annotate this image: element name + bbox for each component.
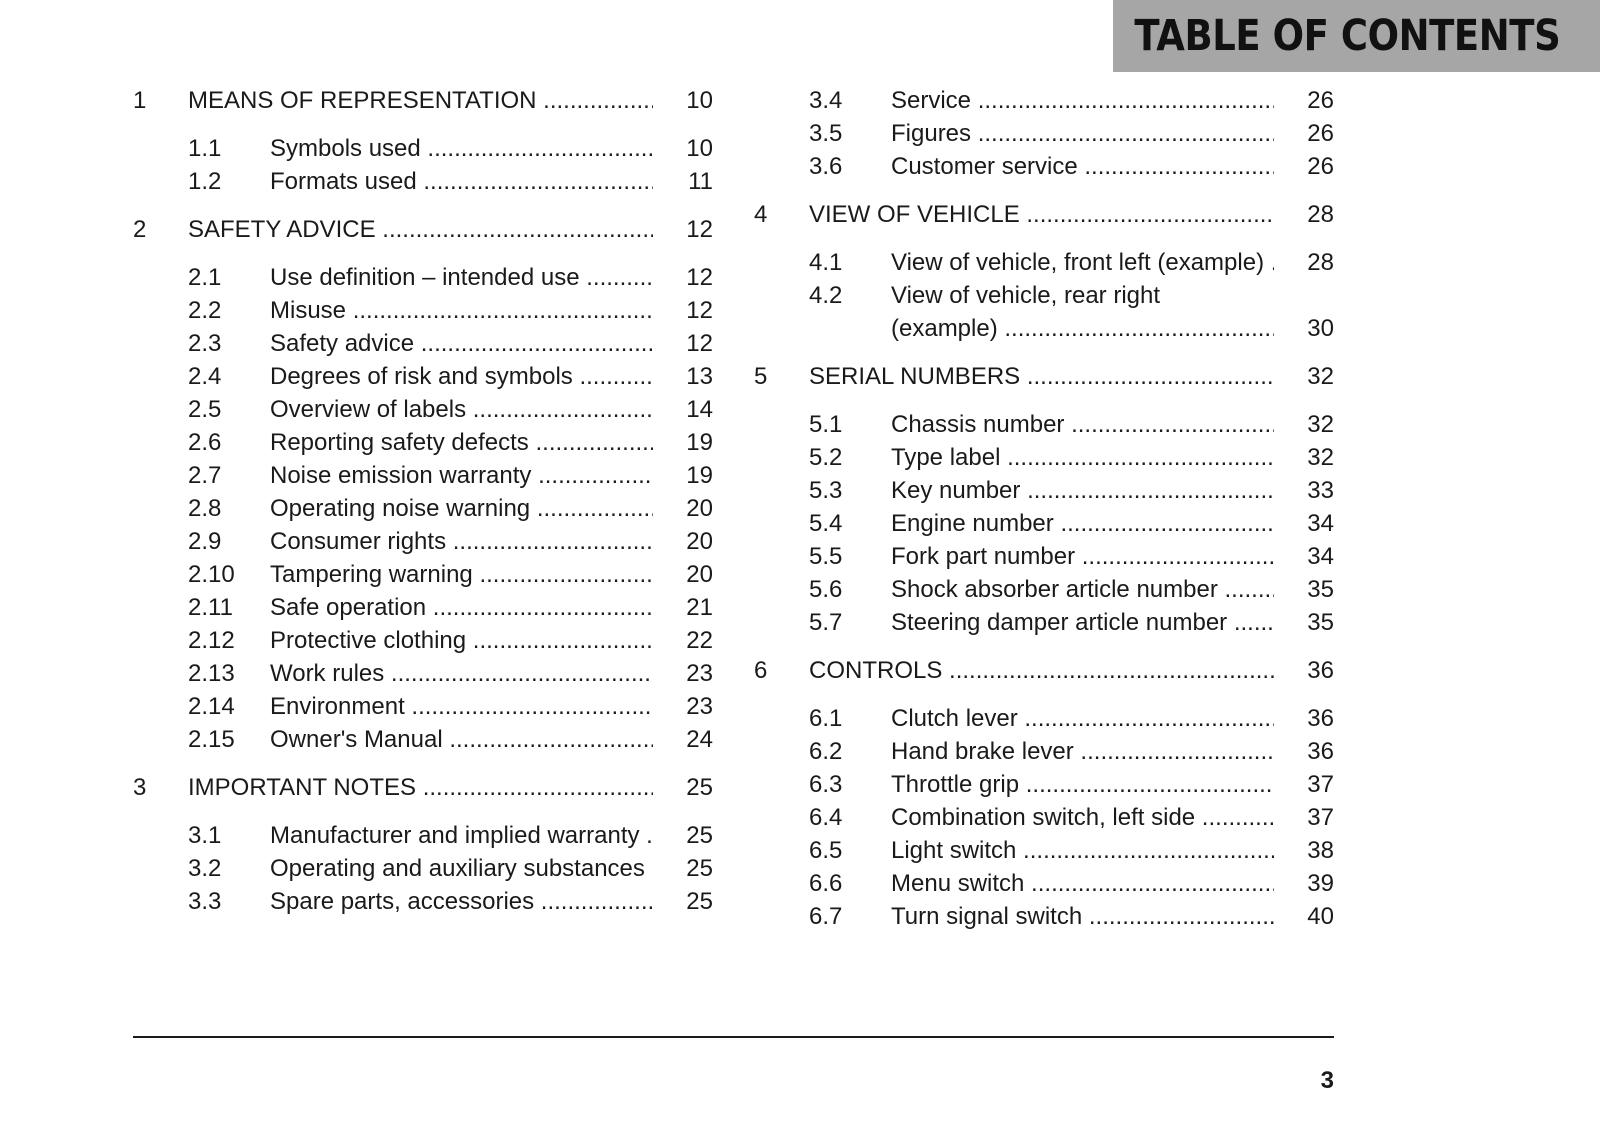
entry-page-number: 14 — [686, 396, 713, 423]
toc-section-entry[interactable] — [754, 801, 1334, 834]
entry-number: 5 — [754, 363, 768, 390]
entry-number: 2.10 — [188, 561, 235, 588]
entry-number: 6.4 — [809, 804, 843, 831]
entry-page-number: 12 — [686, 264, 713, 291]
entry-title: Key number ..... — [891, 474, 1274, 507]
toc-section-entry[interactable] — [754, 279, 1334, 345]
entry-title: Work rules ..... — [270, 657, 653, 690]
entry-number: 3.6 — [809, 153, 843, 180]
toc-section-entry[interactable] — [133, 360, 713, 393]
entry-number: 5.7 — [809, 609, 843, 636]
entry-title: Menu switch ..... — [891, 867, 1274, 900]
entry-title: Symbols used ..... — [270, 132, 653, 165]
entry-number: 5.1 — [809, 411, 843, 438]
entry-page-number: 19 — [686, 462, 713, 489]
toc-section-entry[interactable] — [133, 294, 713, 327]
entry-number: 4.2 — [809, 282, 843, 309]
entry-number: 6.1 — [809, 705, 843, 732]
entry-number: 1 — [133, 87, 147, 114]
entry-page-number: 25 — [686, 774, 713, 801]
toc-section-entry[interactable] — [754, 606, 1334, 639]
entry-page-number: 22 — [686, 627, 713, 654]
toc-section-entry[interactable] — [754, 441, 1334, 474]
entry-title: Throttle grip ..... — [891, 768, 1274, 801]
entry-number: 3.1 — [188, 822, 222, 849]
entry-title: Clutch lever ..... — [891, 702, 1274, 735]
entry-page-number: 32 — [1307, 444, 1334, 471]
toc-section-entry[interactable] — [133, 852, 713, 885]
entry-number: 5.5 — [809, 543, 843, 570]
entry-title: Spare parts, accessories ..... — [270, 885, 653, 918]
entry-page-number: 34 — [1307, 543, 1334, 570]
toc-section-entry[interactable] — [754, 150, 1334, 183]
entry-number: 1.2 — [188, 168, 222, 195]
entry-title: Operating noise warning ..... — [270, 492, 653, 525]
toc-section-entry[interactable] — [754, 84, 1334, 117]
entry-page-number: 28 — [1307, 201, 1334, 228]
entry-title: Light switch ..... — [891, 834, 1274, 867]
entry-page-number: 32 — [1307, 411, 1334, 438]
entry-number: 6.2 — [809, 738, 843, 765]
toc-section-entry[interactable] — [133, 690, 713, 723]
toc-section-entry[interactable] — [133, 525, 713, 558]
entry-number: 2.13 — [188, 660, 235, 687]
toc-section-entry[interactable] — [133, 327, 713, 360]
toc-section-entry[interactable] — [133, 165, 713, 198]
entry-title: VIEW OF VEHICLE ..... — [809, 198, 1274, 231]
toc-section-entry[interactable] — [754, 117, 1334, 150]
entry-page-number: 20 — [686, 495, 713, 522]
entry-title: Steering damper article number ..... — [891, 606, 1274, 639]
entry-title: Safety advice ..... — [270, 327, 653, 360]
entry-page-number: 28 — [1307, 249, 1334, 276]
entry-page-number: 25 — [686, 855, 713, 882]
entry-page-number: 30 — [1307, 315, 1334, 342]
entry-title: Misuse ..... — [270, 294, 653, 327]
page-number: 3 — [1320, 1067, 1334, 1094]
toc-section-entry[interactable] — [754, 735, 1334, 768]
toc-section-entry[interactable] — [754, 540, 1334, 573]
entry-title: SERIAL NUMBERS ..... — [809, 360, 1274, 393]
entry-page-number: 10 — [686, 87, 713, 114]
toc-section-entry[interactable] — [133, 591, 713, 624]
entry-page-number: 32 — [1307, 363, 1334, 390]
entry-number: 2.14 — [188, 693, 235, 720]
entry-page-number: 19 — [686, 429, 713, 456]
entry-page-number: 35 — [1307, 609, 1334, 636]
entry-page-number: 23 — [686, 693, 713, 720]
entry-title: Combination switch, left side ..... — [891, 801, 1274, 834]
entry-title: Hand brake lever ..... — [891, 735, 1274, 768]
entry-title-line2: (example) ..... — [891, 312, 1274, 345]
toc-section-entry[interactable] — [754, 768, 1334, 801]
toc-section-entry[interactable] — [133, 393, 713, 426]
toc-section-entry[interactable] — [133, 261, 713, 294]
entry-title: CONTROLS ..... — [809, 654, 1274, 687]
toc-section-entry[interactable] — [754, 702, 1334, 735]
toc-section-entry[interactable] — [133, 723, 713, 756]
toc-section-entry[interactable] — [754, 474, 1334, 507]
toc-section-entry[interactable] — [754, 408, 1334, 441]
toc-section-entry[interactable] — [754, 507, 1334, 540]
entry-number: 3.2 — [188, 855, 222, 882]
toc-section-entry[interactable] — [133, 492, 713, 525]
toc-section-entry[interactable] — [133, 132, 713, 165]
entry-page-number: 26 — [1307, 120, 1334, 147]
entry-page-number: 11 — [688, 168, 713, 195]
entry-number: 2 — [133, 216, 147, 243]
entry-number: 2.9 — [188, 528, 222, 555]
entry-page-number: 35 — [1307, 576, 1334, 603]
toc-section-entry[interactable] — [133, 624, 713, 657]
entry-number: 2.2 — [188, 297, 222, 324]
entry-number: 5.2 — [809, 444, 843, 471]
entry-number: 5.6 — [809, 576, 843, 603]
entry-page-number: 26 — [1307, 87, 1334, 114]
entry-number: 4.1 — [809, 249, 843, 276]
toc-chapter-entry[interactable] — [754, 198, 1334, 231]
toc-chapter-entry[interactable] — [133, 213, 713, 246]
entry-number: 2.4 — [188, 363, 222, 390]
entry-number: 4 — [754, 201, 768, 228]
entry-page-number: 10 — [686, 135, 713, 162]
entry-number: 2.1 — [188, 264, 222, 291]
entry-title: MEANS OF REPRESENTATION ..... — [188, 84, 653, 117]
footer-divider — [133, 1036, 1334, 1038]
entry-page-number: 36 — [1307, 738, 1334, 765]
entry-title: Owner's Manual ..... — [270, 723, 653, 756]
entry-number: 6.3 — [809, 771, 843, 798]
entry-title: Chassis number ..... — [891, 408, 1274, 441]
entry-page-number: 20 — [686, 528, 713, 555]
entry-title: IMPORTANT NOTES ..... — [188, 771, 653, 804]
entry-page-number: 37 — [1307, 804, 1334, 831]
toc-section-entry[interactable] — [133, 426, 713, 459]
entry-title: Figures ..... — [891, 117, 1274, 150]
toc-section-entry[interactable] — [133, 558, 713, 591]
entry-number: 6.6 — [809, 870, 843, 897]
entry-number: 3 — [133, 774, 147, 801]
entry-title: Consumer rights ..... — [270, 525, 653, 558]
entry-number: 2.8 — [188, 495, 222, 522]
entry-title: Environment ..... — [270, 690, 653, 723]
entry-number: 2.12 — [188, 627, 235, 654]
entry-page-number: 12 — [686, 330, 713, 357]
entry-title: Service ..... — [891, 84, 1274, 117]
entry-title: Type label ..... — [891, 441, 1274, 474]
entry-page-number: 25 — [686, 822, 713, 849]
entry-number: 2.7 — [188, 462, 222, 489]
entry-title: Engine number ..... — [891, 507, 1274, 540]
entry-page-number: 20 — [686, 561, 713, 588]
entry-page-number: 37 — [1307, 771, 1334, 798]
entry-number: 2.3 — [188, 330, 222, 357]
entry-page-number: 13 — [686, 363, 713, 390]
entry-page-number: 38 — [1307, 837, 1334, 864]
entry-title: View of vehicle, front left (example) ..... — [891, 246, 1274, 279]
entry-title: Noise emission warranty ..... — [270, 459, 653, 492]
entry-number: 6.5 — [809, 837, 843, 864]
entry-title: Reporting safety defects ..... — [270, 426, 653, 459]
entry-title: Formats used ..... — [270, 165, 653, 198]
toc-section-entry[interactable] — [133, 459, 713, 492]
entry-number: 2.6 — [188, 429, 222, 456]
toc-section-entry[interactable] — [754, 900, 1334, 933]
entry-title — [891, 279, 1274, 345]
entry-number: 5.4 — [809, 510, 843, 537]
entry-title: Use definition – intended use ..... — [270, 261, 653, 294]
entry-title: Manufacturer and implied warranty ..... — [270, 819, 653, 852]
entry-number: 6.7 — [809, 903, 843, 930]
toc-section-entry[interactable] — [133, 819, 713, 852]
toc-chapter-entry[interactable] — [754, 654, 1334, 687]
toc-section-entry[interactable] — [133, 885, 713, 918]
entry-number: 2.15 — [188, 726, 235, 753]
entry-title: Overview of labels ..... — [270, 393, 653, 426]
toc-chapter-entry[interactable] — [754, 360, 1334, 393]
entry-page-number: 25 — [686, 888, 713, 915]
toc-left-column — [133, 84, 713, 918]
entry-title: Turn signal switch ..... — [891, 900, 1274, 933]
toc-section-entry[interactable] — [133, 657, 713, 690]
header-band — [1113, 0, 1600, 72]
entry-number: 3.4 — [809, 87, 843, 114]
entry-page-number: 39 — [1307, 870, 1334, 897]
entry-title: Protective clothing ..... — [270, 624, 653, 657]
entry-title: SAFETY ADVICE ..... — [188, 213, 653, 246]
entry-number: 3.3 — [188, 888, 222, 915]
entry-title: Tampering warning ..... — [270, 558, 653, 591]
entry-page-number: 34 — [1307, 510, 1334, 537]
entry-page-number: 12 — [686, 216, 713, 243]
toc-section-entry[interactable] — [754, 573, 1334, 606]
toc-section-entry[interactable] — [754, 246, 1334, 279]
entry-title: Shock absorber article number ..... — [891, 573, 1274, 606]
entry-page-number: 12 — [686, 297, 713, 324]
entry-title: Degrees of risk and symbols ..... — [270, 360, 653, 393]
entry-page-number: 21 — [686, 594, 713, 621]
entry-page-number: 33 — [1307, 477, 1334, 504]
entry-title: Customer service ..... — [891, 150, 1274, 183]
entry-number: 2.11 — [188, 594, 233, 621]
entry-number: 6 — [754, 657, 768, 684]
entry-page-number: 40 — [1307, 903, 1334, 930]
toc-section-entry[interactable] — [754, 867, 1334, 900]
entry-page-number: 26 — [1307, 153, 1334, 180]
entry-title: Safe operation ..... — [270, 591, 653, 624]
entry-title-line1: View of vehicle, rear right — [891, 282, 1161, 309]
toc-right-column — [754, 84, 1334, 933]
toc-chapter-entry[interactable] — [133, 84, 713, 117]
entry-title: Fork part number ..... — [891, 540, 1274, 573]
entry-page-number: 36 — [1307, 657, 1334, 684]
toc-chapter-entry[interactable] — [133, 771, 713, 804]
entry-page-number: 24 — [686, 726, 713, 753]
entry-number: 2.5 — [188, 396, 222, 423]
entry-page-number: 36 — [1307, 705, 1334, 732]
entry-title: Operating and auxiliary substances ..... — [270, 852, 653, 885]
entry-number: 3.5 — [809, 120, 843, 147]
page-title: TABLE OF CONTENTS — [1134, 11, 1560, 61]
entry-number: 1.1 — [188, 135, 222, 162]
entry-page-number: 23 — [686, 660, 713, 687]
entry-number: 5.3 — [809, 477, 843, 504]
toc-section-entry[interactable] — [754, 834, 1334, 867]
